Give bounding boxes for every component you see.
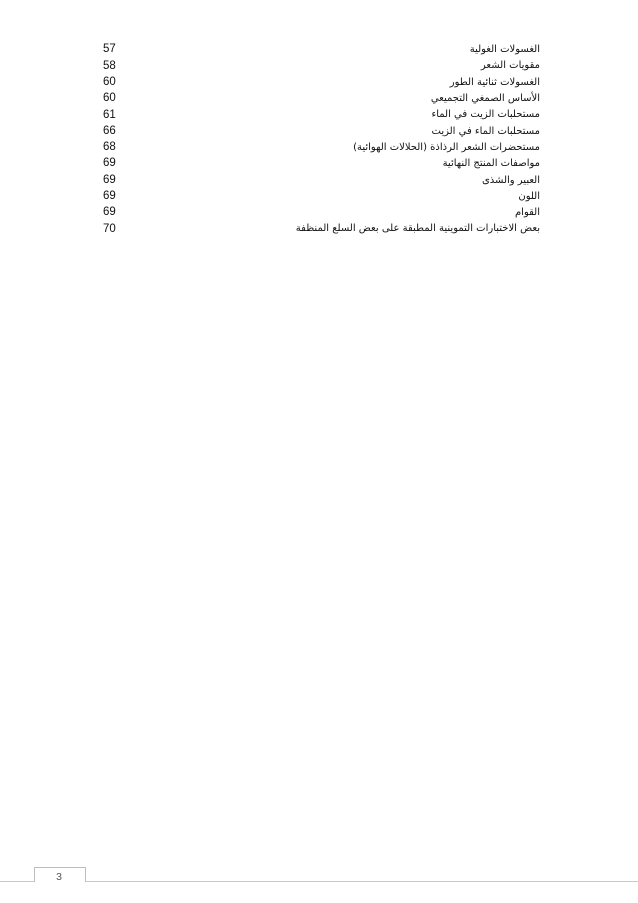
toc-page-number: 68 bbox=[103, 141, 116, 154]
toc-page-number: 69 bbox=[103, 206, 116, 219]
toc-title: مواصفات المنتج النهائية bbox=[442, 158, 540, 170]
toc-entry bbox=[103, 42, 540, 58]
toc-entry bbox=[103, 140, 540, 156]
toc-page-number: 69 bbox=[103, 157, 116, 170]
toc-entry bbox=[103, 123, 540, 139]
toc-page-number: 60 bbox=[103, 75, 116, 88]
page-number: 3 bbox=[56, 871, 62, 883]
toc-page-number: 69 bbox=[103, 173, 116, 186]
toc-entry bbox=[103, 221, 540, 237]
toc-page-number: 60 bbox=[103, 92, 116, 105]
table-of-contents bbox=[103, 42, 540, 238]
toc-title: القوام bbox=[514, 207, 540, 219]
toc-page-number: 57 bbox=[103, 43, 116, 56]
toc-title: مستحلبات الزيت في الماء bbox=[431, 109, 540, 121]
toc-entry bbox=[103, 107, 540, 123]
toc-title: مقويات الشعر bbox=[480, 60, 540, 72]
toc-title: العبير والشذى bbox=[481, 174, 540, 186]
toc-title: مستحضرات الشعر الرذاذة (الحلالات الهوائية) bbox=[353, 141, 540, 153]
toc-page-number: 70 bbox=[103, 222, 116, 235]
toc-title: بعض الاختبارات التموينية المطبقة على بعض السلع المنظفة bbox=[295, 223, 540, 235]
toc-page-number: 69 bbox=[103, 190, 116, 203]
toc-entry bbox=[103, 172, 540, 188]
toc-page-number: 66 bbox=[103, 124, 116, 137]
toc-entry bbox=[103, 189, 540, 205]
toc-entry bbox=[103, 75, 540, 91]
toc-title: الغسولات الغولية bbox=[469, 44, 540, 56]
toc-entry bbox=[103, 91, 540, 107]
toc-entry bbox=[103, 58, 540, 74]
toc-entry bbox=[103, 205, 540, 221]
toc-title: الأساس الصمغي التجميعي bbox=[430, 93, 540, 105]
toc-title: اللون bbox=[518, 190, 540, 202]
toc-page-number: 58 bbox=[103, 59, 116, 72]
toc-title: الغسولات ثنائية الطور bbox=[449, 76, 540, 88]
toc-entry bbox=[103, 156, 540, 172]
toc-page-number: 61 bbox=[103, 108, 116, 121]
toc-title: مستحلبات الماء في الزيت bbox=[431, 125, 540, 137]
